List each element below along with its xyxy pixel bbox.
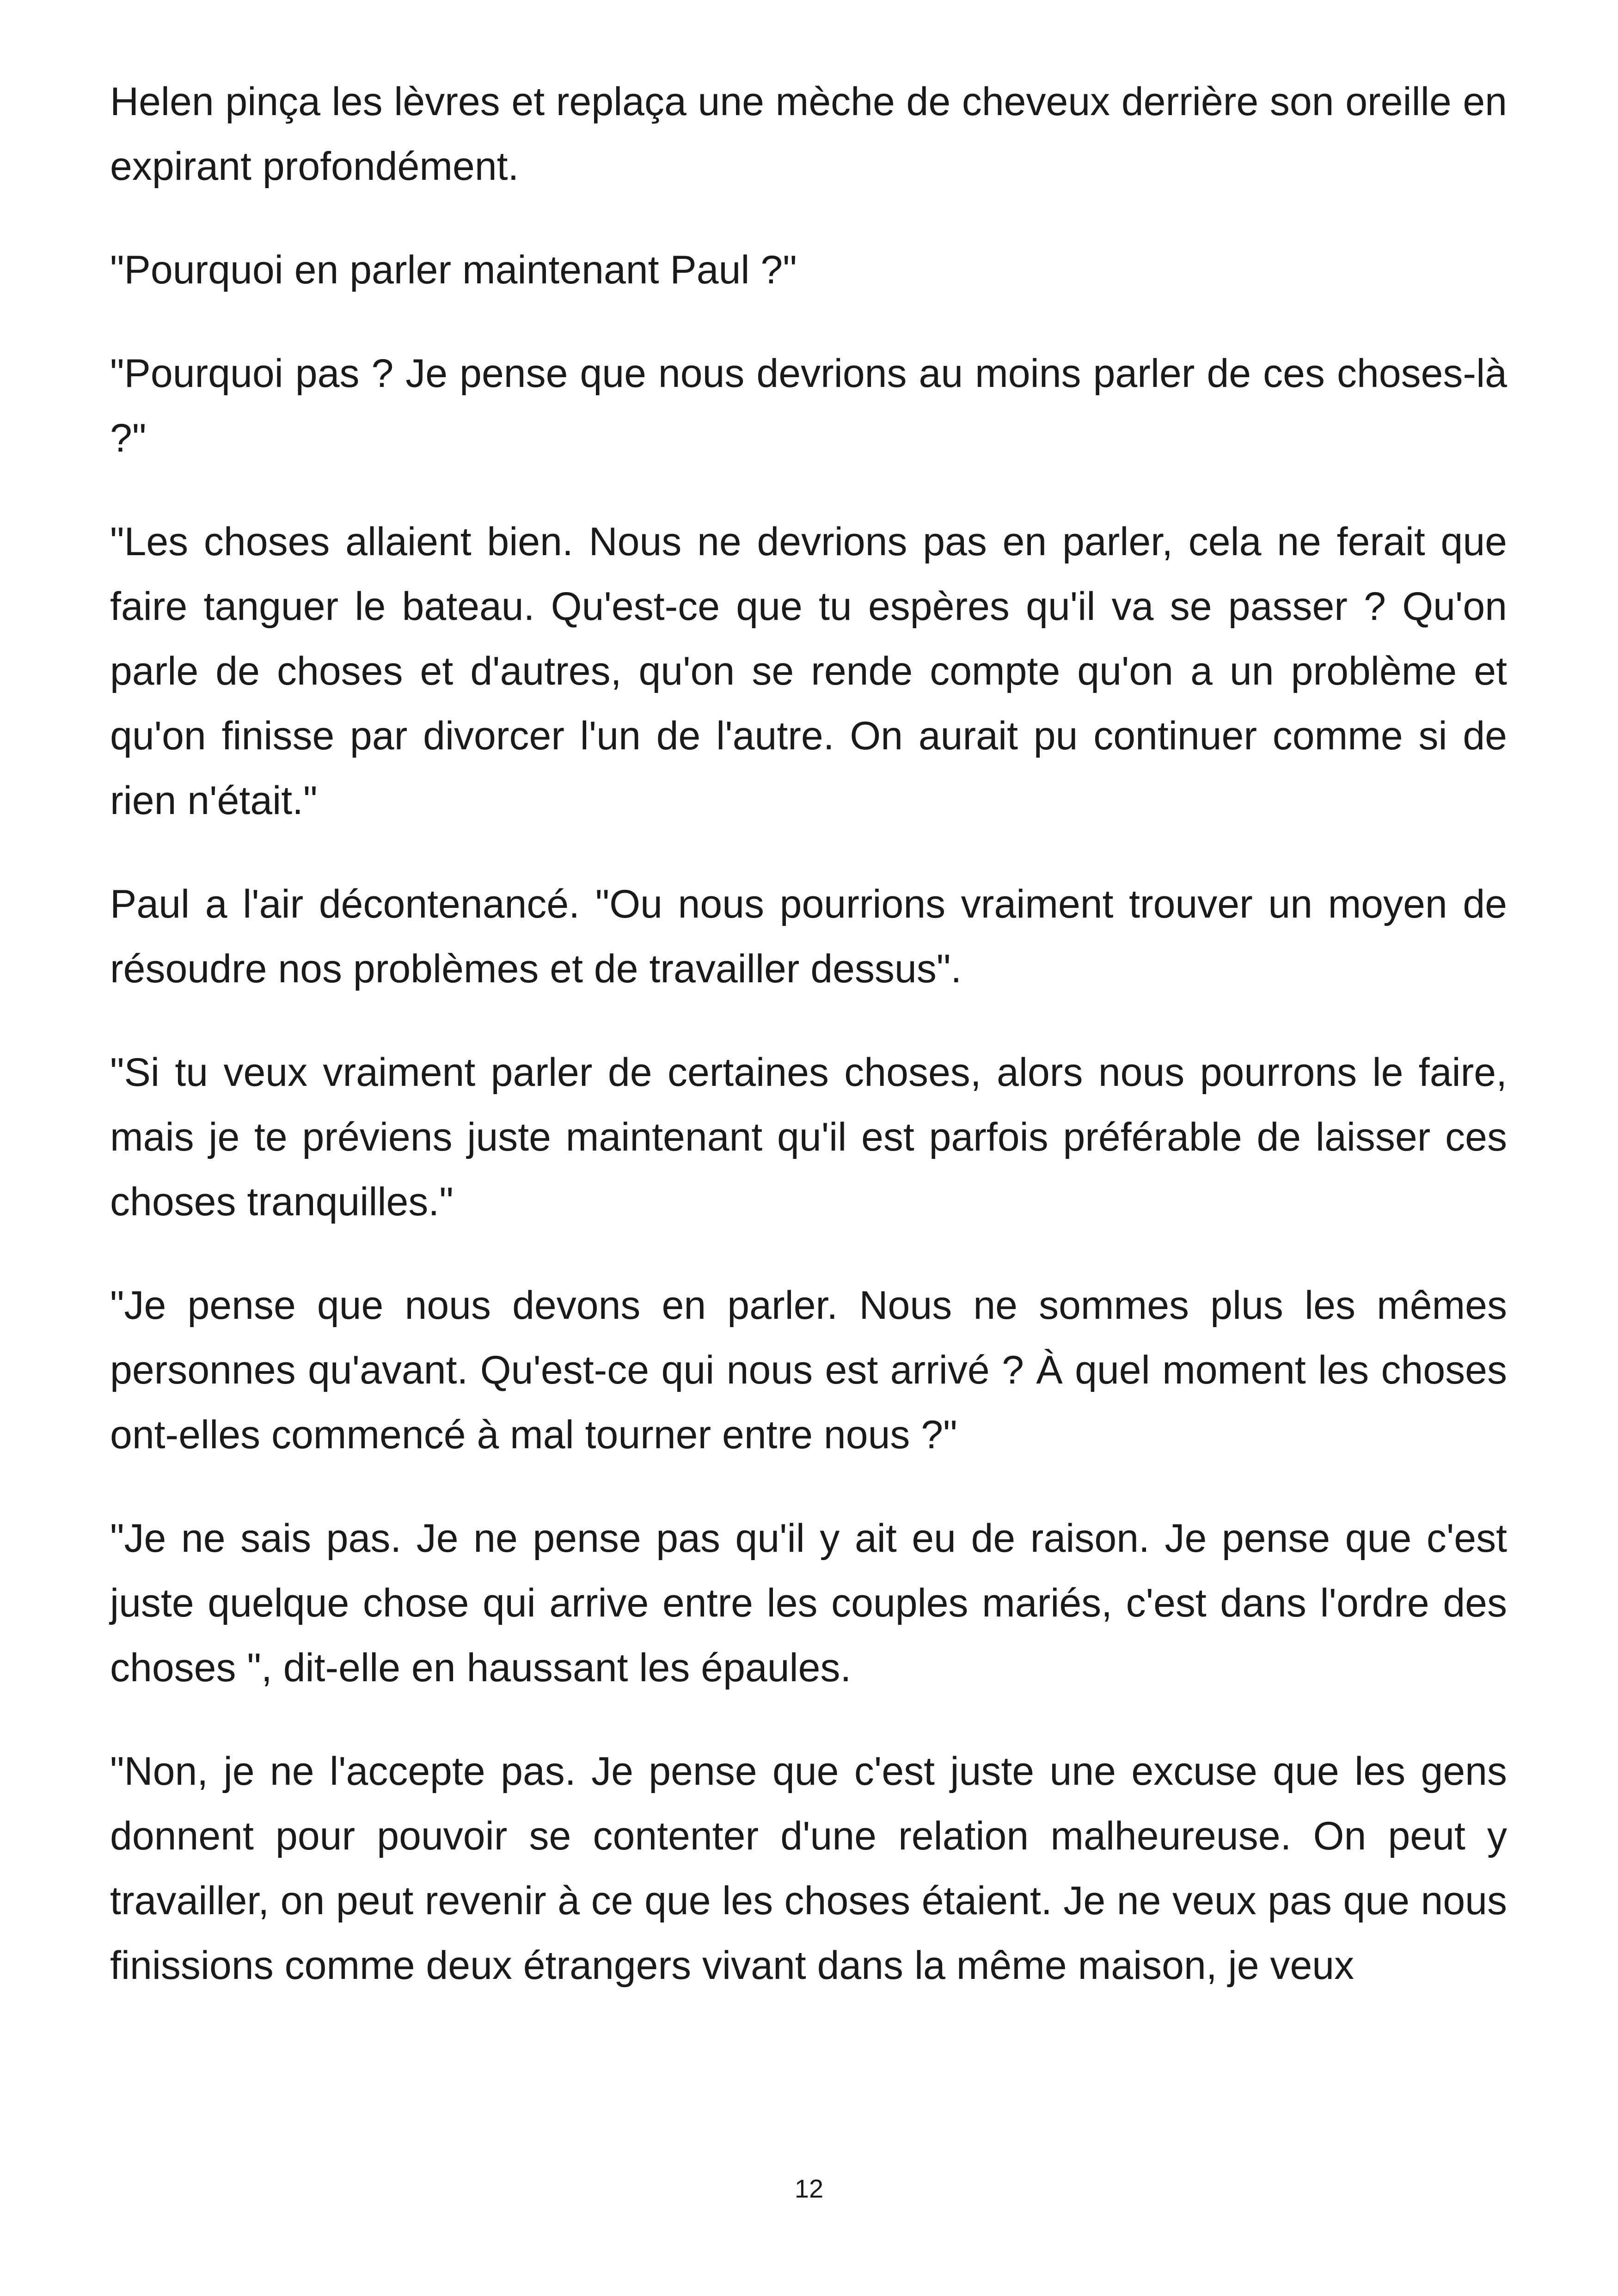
paragraph: "Je pense que nous devons en parler. Nous ne sommes plus les mêmes personnes qu'avant. Qu'est-ce qui nous est arrivé ? À quel moment les choses ont-elles commencé à mal tourner entre nous ?" (110, 1283, 1507, 1457)
body-text (110, 69, 1507, 1998)
paragraph: "Si tu veux vraiment parler de certaines choses, alors nous pourrons le faire, mais je te préviens juste maintenant qu'il est parfois préférable de laisser ces choses tranquilles." (110, 1050, 1507, 1224)
paragraph: "Pourquoi en parler maintenant Paul ?" (110, 248, 797, 292)
paragraph: Helen pinça les lèvres et replaça une mèche de cheveux derrière son oreille en expirant profondément. (110, 80, 1507, 189)
paragraph: "Je ne sais pas. Je ne pense pas qu'il y ait eu de raison. Je pense que c'est juste quelque chose qui arrive entre les couples mariés, c'est dans l'ordre des choses ", dit-elle en haussant les épaules. (110, 1516, 1507, 1690)
paragraph: "Non, je ne l'accepte pas. Je pense que c'est juste une excuse que les gens donnent pour pouvoir se contenter d'une relation malheureuse. On peut y travailler, on peut revenir à ce que les choses étaient. Je ne veux pas que nous finissions comme deux étrangers vivant dans la même maison, je veux (110, 1749, 1507, 1988)
page-number: 12 (794, 2174, 824, 2203)
paragraph: "Les choses allaient bien. Nous ne devrions pas en parler, cela ne ferait que faire tanguer le bateau. Qu'est-ce que tu espères qu'il va se passer ? Qu'on parle de choses et d'autres, qu'on se rende compte qu'on a un problème et qu'on finisse par divorcer l'un de l'autre. On aurait pu continuer comme si de rien n'était." (110, 520, 1507, 823)
paragraph: "Pourquoi pas ? Je pense que nous devrions au moins parler de ces choses-là ?" (110, 351, 1507, 460)
paragraph: Paul a l'air décontenancé. "Ou nous pourrions vraiment trouver un moyen de résoudre nos problèmes et de travailler dessus". (110, 882, 1507, 991)
